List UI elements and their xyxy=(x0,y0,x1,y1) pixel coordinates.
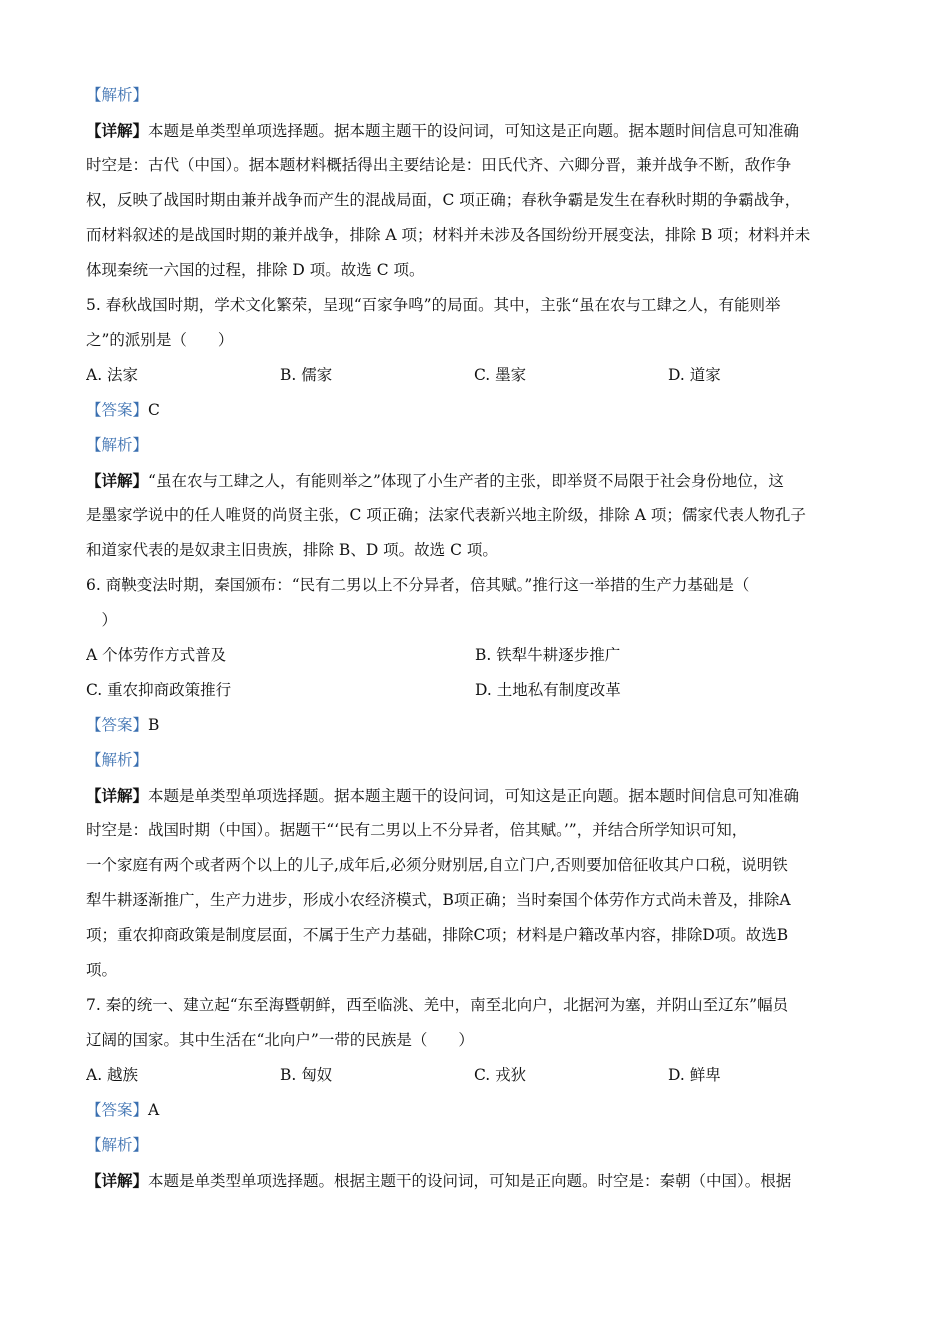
detail-tag: 【详解】 xyxy=(86,1171,149,1190)
option-d: D. 鲜卑 xyxy=(668,1066,721,1084)
option-d: D. 土地私有制度改革 xyxy=(475,681,621,699)
option-a: A 个体劳作方式普及 xyxy=(86,646,227,664)
option-b: B. 铁犁牛耕逐步推广 xyxy=(475,646,621,664)
option-d: D. 道家 xyxy=(668,366,721,384)
option-a: A. 法家 xyxy=(86,366,139,384)
answer-tag: 【答案】 xyxy=(86,1101,149,1119)
analysis-heading: 【解析】 xyxy=(86,436,149,454)
answer-value: B xyxy=(148,716,160,734)
analysis-heading: 【解析】 xyxy=(86,1136,149,1154)
analysis-heading: 【解析】 xyxy=(86,751,149,769)
detail-line: 【详解】本题是单类型单项选择题。根据主题干的设问词，可知是正向题。时空是：秦朝（中国）。根据 xyxy=(86,1171,792,1190)
options-row xyxy=(86,1058,860,1093)
option-b: B. 匈奴 xyxy=(280,1066,333,1084)
answer-value: A xyxy=(148,1101,160,1119)
answer-line xyxy=(86,393,860,428)
question-stem: ） xyxy=(86,611,118,629)
document-page xyxy=(86,78,860,1198)
question-stem: 之”的派别是（ ） xyxy=(86,331,234,349)
detail-tag: 【详解】 xyxy=(86,786,149,805)
options-row xyxy=(86,358,860,393)
detail-line: 犁牛耕逐渐推广，生产力进步，形成小农经济模式，B项正确；当时秦国个体劳作方式尚未普及，排除A xyxy=(86,891,791,909)
analysis-heading: 【解析】 xyxy=(86,86,149,104)
detail-line: 时空是：战国时期（中国）。据题干“‘民有二男以上不分异者，倍其赋。’”，并结合所学知识可知， xyxy=(86,821,748,839)
option-a: A. 越族 xyxy=(86,1066,139,1084)
detail-line: 项；重农抑商政策是制度层面，不属于生产力基础，排除C项；材料是户籍改革内容，排除D项。故选B xyxy=(86,926,789,944)
detail-line: 一个家庭有两个或者两个以上的儿子,成年后,必须分财别居,自立门户,否则要加倍征收其户口税，说明铁 xyxy=(86,856,788,874)
answer-line xyxy=(86,1093,860,1128)
options-row xyxy=(86,673,860,708)
detail-line: 【详解】本题是单类型单项选择题。据本题主题干的设问词，可知这是正向题。据本题时间信息可知准确 xyxy=(86,786,800,805)
answer-line xyxy=(86,708,860,743)
detail-line: 而材料叙述的是战国时期的兼并战争，排除 A 项；材料并未涉及各国纷纷开展变法，排除 B 项；材料并未 xyxy=(86,226,811,244)
option-b: B. 儒家 xyxy=(280,366,333,384)
question-stem: 辽阔的国家。其中生活在“北向户”一带的民族是（ ） xyxy=(86,1031,474,1049)
question-stem: 7. 秦的统一、建立起“东至海暨朝鲜，西至临洮、羌中，南至北向户，北据河为塞，并阴山至辽东”幅员 xyxy=(86,996,789,1014)
option-c: C. 戎狄 xyxy=(474,1066,527,1084)
detail-line: 是墨家学说中的任人唯贤的尚贤主张，C 项正确；法家代表新兴地主阶级，排除 A 项；儒家代表人物孔子 xyxy=(86,506,806,524)
detail-line: 项。 xyxy=(86,961,118,979)
answer-value: C xyxy=(148,401,160,419)
detail-line: 【详解】本题是单类型单项选择题。据本题主题干的设问词，可知这是正向题。据本题时间信息可知准确 xyxy=(86,121,800,140)
option-c: C. 重农抑商政策推行 xyxy=(86,681,232,699)
detail-tag: 【详解】 xyxy=(86,121,149,140)
detail-line: 和道家代表的是奴隶主旧贵族，排除 B、D 项。故选 C 项。 xyxy=(86,541,498,559)
detail-line: 时空是：古代（中国）。据本题材料概括得出主要结论是：田氏代齐、六卿分晋，兼并战争不断，敌作争 xyxy=(86,156,792,174)
detail-line: 【详解】“虽在农与工肆之人，有能则举之”体现了小生产者的主张，即举贤不局限于社会身份地位，这 xyxy=(86,471,784,490)
detail-line: 体现秦统一六国的过程，排除 D 项。故选 C 项。 xyxy=(86,261,425,279)
question-stem: 5. 春秋战国时期，学术文化繁荣，呈现“百家争鸣”的局面。其中，主张“虽在农与工肆之人，有能则举 xyxy=(86,296,781,314)
detail-tag: 【详解】 xyxy=(86,471,149,490)
answer-tag: 【答案】 xyxy=(86,716,149,734)
question-stem: 6. 商鞅变法时期，秦国颁布：“民有二男以上不分异者，倍其赋。”推行这一举措的生产力基础是（ xyxy=(86,576,750,594)
option-c: C. 墨家 xyxy=(474,366,527,384)
options-row xyxy=(86,638,860,673)
answer-tag: 【答案】 xyxy=(86,401,149,419)
detail-line: 权，反映了战国时期由兼并战争而产生的混战局面，C 项正确；春秋争霸是发生在春秋时期的争霸战争， xyxy=(86,191,801,209)
